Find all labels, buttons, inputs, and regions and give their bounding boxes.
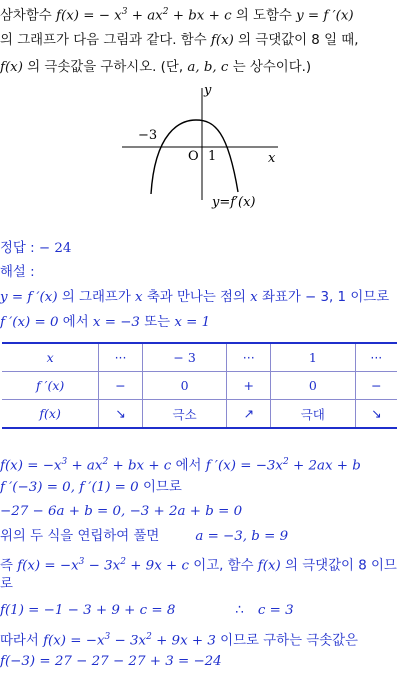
table-cell: x: [2, 343, 99, 372]
text: 의 그래프가 다음 그림과 같다. 함수: [0, 33, 211, 48]
solution-line-2: [0, 478, 182, 498]
text: 이므로 구하는 극솟값은: [215, 633, 358, 649]
math: f(x): [0, 60, 23, 75]
table-cell: 0: [142, 372, 227, 400]
explain-line-2: [0, 313, 210, 333]
math: f: [56, 8, 61, 24]
math: − 3x: [110, 633, 147, 649]
table-cell: 극대: [270, 400, 355, 429]
math: f(x) = −x: [43, 633, 105, 649]
text: 이므로: [138, 480, 182, 495]
table-cell: 0: [270, 372, 355, 400]
solution-line-3: [0, 502, 242, 522]
table-row: [2, 400, 397, 429]
problem-line-3: [0, 58, 311, 78]
exponent: 3: [121, 7, 128, 17]
solution-line-6: 로: [0, 577, 13, 592]
solution-line-8: [0, 627, 358, 651]
curve-label: y=f′(x): [212, 195, 256, 210]
math: f(x): [257, 558, 281, 574]
text: 좌표가 − 3, 1 이므로: [257, 290, 390, 305]
math: x = 1: [174, 315, 211, 330]
table-cell: ···: [355, 343, 397, 372]
problem-line-1: [0, 2, 354, 26]
exponent: 2: [282, 457, 289, 467]
text: 또는: [139, 315, 175, 330]
exponent: 3: [61, 457, 68, 467]
math: + 2ax + b: [288, 458, 361, 474]
math: − 3x: [84, 558, 121, 574]
math: a = −3, b = 9: [195, 529, 289, 544]
math: f ′(−3) = 0, f ′(1) = 0: [0, 480, 139, 495]
math: + ax: [127, 8, 163, 24]
table-cell: −: [355, 372, 397, 400]
sign-table: [2, 342, 397, 429]
derivative-graph: [100, 82, 300, 222]
table-cell: ···: [227, 343, 271, 372]
math: a, b, c: [187, 60, 229, 75]
text: 따라서: [0, 633, 44, 649]
math: f(x) = −x: [17, 558, 79, 574]
math: f(−3) = 27 − 27 − 27 + 3 = −24: [0, 654, 222, 669]
answer-value: − 24: [38, 241, 72, 256]
math: c = 3: [257, 603, 294, 618]
text: 에서: [171, 458, 206, 474]
math: + bx + c: [168, 8, 232, 24]
text: 의 극댓값이 8 이므: [280, 558, 397, 574]
x-axis-label: x: [268, 151, 276, 166]
exponent: 2: [120, 557, 126, 567]
exponent: 3: [104, 632, 111, 642]
math: + ax: [67, 458, 103, 474]
math: + 9x + c: [125, 558, 189, 574]
math: f(x): [210, 33, 234, 48]
text: 의 그래프가: [57, 290, 136, 305]
solution-line-1: [0, 452, 361, 476]
therefore-symbol: ∴: [235, 603, 244, 618]
math: f ′(x) = 0: [0, 315, 59, 330]
y-axis-label: y: [204, 83, 212, 98]
table-cell: 1: [270, 343, 355, 372]
math: f(x) = −x: [0, 458, 62, 474]
table-cell: +: [227, 372, 271, 400]
math: x = −3: [92, 315, 140, 330]
text: 위의 두 식을 연립하여 풀면: [0, 529, 160, 544]
solution-line-5: [0, 552, 397, 576]
problem-line-2: [0, 31, 358, 51]
table-cell: ↘: [99, 400, 143, 429]
solution-line-9: [0, 652, 222, 672]
exponent: 2: [162, 7, 169, 17]
table-row: [2, 372, 397, 400]
text: 의 극댓값이 8 일 때,: [233, 33, 359, 48]
math: x: [250, 290, 258, 305]
math: (x) = − x: [60, 8, 122, 24]
answer-line: [0, 239, 71, 259]
table-row: [2, 343, 397, 372]
text: 의 극솟값을 구하시오. (단,: [22, 60, 188, 75]
answer-label: 정답 :: [0, 241, 39, 256]
exponent: 2: [102, 457, 109, 467]
text: 의 도함수: [231, 8, 297, 24]
text: 즉: [0, 558, 18, 574]
origin-label: O: [188, 149, 199, 164]
text: 축과 만나는 점의: [142, 290, 251, 305]
explanation-title: 해설 :: [0, 265, 35, 280]
table-cell: ···: [99, 343, 143, 372]
math: f ′(x) = −3x: [205, 458, 283, 474]
math: + bx + c: [108, 458, 172, 474]
table-cell: 극소: [142, 400, 227, 429]
math: + 9x + 3: [151, 633, 216, 649]
text: 에서: [58, 315, 93, 330]
tick-1: 1: [208, 149, 217, 164]
table-cell: ↘: [355, 400, 397, 429]
text: 는 상수이다.): [228, 60, 312, 75]
table-cell: ↗: [227, 400, 271, 429]
solution-line-7: [0, 601, 294, 621]
exponent: 3: [78, 557, 85, 567]
tick-neg3: −3: [138, 128, 158, 143]
math: x: [135, 290, 143, 305]
text: 삼차함수: [0, 8, 56, 24]
table-cell: f(x): [2, 400, 99, 429]
math: y = f ′(x): [0, 290, 58, 305]
table-cell: − 3: [142, 343, 227, 372]
table-cell: −: [99, 372, 143, 400]
explain-line-1: [0, 288, 389, 308]
math: f(1) = −1 − 3 + 9 + c = 8: [0, 603, 176, 618]
math: y = f ′(x): [296, 8, 354, 24]
exponent: 2: [146, 632, 152, 642]
math: −27 − 6a + b = 0, −3 + 2a + b = 0: [0, 504, 243, 519]
solution-line-4: [0, 527, 288, 547]
text: 이고, 함수: [189, 558, 258, 574]
table-cell: f ′(x): [2, 372, 99, 400]
